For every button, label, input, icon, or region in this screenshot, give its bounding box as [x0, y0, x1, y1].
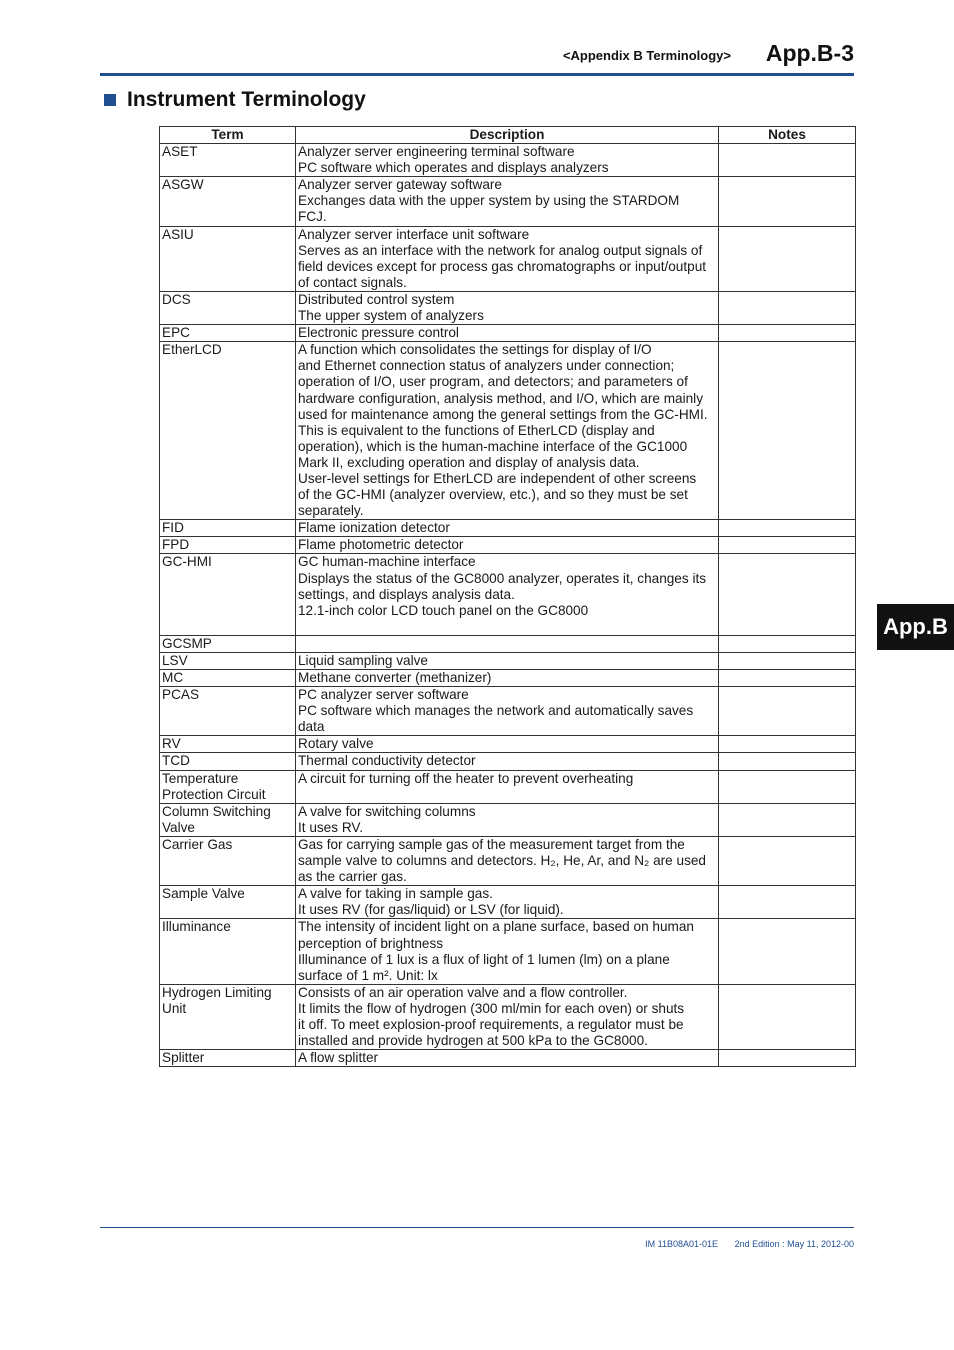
term-text: Splitter	[162, 1050, 205, 1066]
term-text: Protection Circuit	[162, 786, 266, 802]
term-text: Temperature	[162, 770, 239, 786]
description-text: It uses RV.	[298, 819, 363, 835]
term-cell	[160, 919, 296, 984]
description-text: The upper system of analyzers	[298, 308, 484, 324]
term-text: Hydrogen Limiting	[162, 984, 272, 1000]
notes-cell	[719, 984, 856, 1049]
edition-info: 2nd Edition : May 11, 2012-00	[734, 1239, 854, 1249]
section-header: <Appendix B Terminology>	[562, 48, 731, 63]
description-cell	[296, 670, 719, 687]
table-row	[160, 342, 856, 520]
term-cell	[160, 226, 296, 291]
term-cell	[160, 537, 296, 554]
description-text: Liquid sampling valve	[298, 652, 428, 668]
notes-cell	[719, 670, 856, 687]
term-text: ASET	[162, 144, 198, 160]
description-cell	[296, 1050, 719, 1067]
description-text: it off. To meet explosion-proof requirements, a regulator must be	[298, 1016, 684, 1032]
description-text: The intensity of incident light on a plane surface, based on human	[298, 919, 694, 935]
description-text: as the carrier gas.	[298, 869, 407, 885]
description-text: A circuit for turning off the heater to prevent overheating	[298, 770, 634, 786]
description-cell	[296, 520, 719, 537]
description-text: A function which consolidates the settings for display of I/O	[298, 342, 652, 358]
page-title	[104, 88, 366, 112]
header-rule	[100, 73, 854, 76]
term-cell	[160, 554, 296, 635]
term-text: GCSMP	[162, 635, 212, 651]
notes-cell	[719, 635, 856, 652]
description-text: Consists of an air operation valve and a flow controller.	[298, 984, 628, 1000]
description-text: of the GC-HMI (analyzer overview, etc.), and so they must be set	[298, 487, 688, 503]
term-cell	[160, 177, 296, 226]
description-cell	[296, 325, 719, 342]
description-text: A valve for taking in sample gas.	[298, 886, 493, 902]
description-text: data	[298, 719, 325, 735]
term-cell	[160, 670, 296, 687]
description-text: A valve for switching columns	[298, 803, 476, 819]
description-cell	[296, 652, 719, 669]
description-text: GC human-machine interface	[298, 554, 476, 570]
notes-cell	[719, 886, 856, 919]
table-row	[160, 803, 856, 836]
description-cell	[296, 919, 719, 984]
table-row	[160, 635, 856, 652]
appendix-side-tab: App.B	[877, 604, 954, 650]
notes-cell	[719, 537, 856, 554]
description-text: Exchanges data with the upper system by using the STARDOM	[298, 193, 680, 209]
table-row	[160, 291, 856, 324]
description-text: operation), which is the human-machine interface of the GC1000	[298, 438, 688, 454]
term-text: Sample Valve	[162, 886, 245, 902]
term-text: DCS	[162, 291, 191, 307]
term-text: ASIU	[162, 226, 194, 242]
term-cell	[160, 325, 296, 342]
term-cell	[160, 753, 296, 770]
table-row	[160, 736, 856, 753]
notes-cell	[719, 226, 856, 291]
table-row	[160, 144, 856, 177]
description-text: Rotary valve	[298, 736, 374, 752]
description-cell	[296, 144, 719, 177]
terminology-table	[159, 126, 856, 1067]
term-text: Carrier Gas	[162, 836, 233, 852]
description-text: Displays the status of the GC8000 analyzer, operates it, changes its	[298, 570, 707, 586]
description-cell	[296, 342, 719, 520]
term-text: MC	[162, 670, 184, 685]
description-text: Analyzer server engineering terminal software	[298, 144, 575, 160]
table-header-row	[160, 127, 856, 144]
description-cell	[296, 886, 719, 919]
term-cell	[160, 520, 296, 537]
description-text: operation of I/O, user program, and detectors; and parameters of	[298, 374, 688, 390]
table-row	[160, 753, 856, 770]
description-text: It uses RV (for gas/liquid) or LSV (for liquid).	[298, 902, 564, 918]
term-cell	[160, 291, 296, 324]
notes-cell	[719, 687, 856, 736]
term-text: GC-HMI	[162, 554, 212, 570]
table-row	[160, 537, 856, 554]
description-text: Electronic pressure control	[298, 325, 459, 341]
page-number: App.B-3	[765, 40, 854, 66]
description-text: settings, and displays analysis data.	[298, 586, 515, 602]
description-cell	[296, 635, 719, 652]
description-text: User-level settings for EtherLCD are independent of other screens	[298, 470, 697, 486]
notes-cell	[719, 770, 856, 803]
description-text: PC software which manages the network and automatically saves	[298, 703, 694, 719]
description-cell	[296, 687, 719, 736]
term-text: PCAS	[162, 687, 200, 703]
column-header-description: Description	[296, 127, 719, 144]
term-cell	[160, 836, 296, 885]
description-text: Distributed control system	[298, 291, 455, 307]
table-row	[160, 226, 856, 291]
term-text: TCD	[162, 753, 190, 769]
description-cell	[296, 836, 719, 885]
column-header-notes: Notes	[719, 127, 856, 144]
term-text: FID	[162, 520, 184, 536]
term-text: Valve	[162, 819, 195, 835]
term-cell	[160, 1050, 296, 1067]
description-text: FCJ.	[298, 209, 327, 225]
description-text: and Ethernet connection status of analyzers under connection;	[298, 358, 675, 374]
term-text: EtherLCD	[162, 342, 222, 358]
term-text: Illuminance	[162, 919, 231, 935]
description-cell	[296, 537, 719, 554]
description-cell	[296, 291, 719, 324]
description-text: 12.1-inch color LCD touch panel on the GC8000	[298, 602, 589, 618]
description-text: installed and provide hydrogen at 500 kPa to the GC8000.	[298, 1033, 648, 1049]
description-cell	[296, 984, 719, 1049]
term-text: Unit	[162, 1000, 187, 1016]
description-text: Gas for carrying sample gas of the measurement target from the	[298, 836, 685, 852]
table-row	[160, 984, 856, 1049]
description-text: sample valve to columns and detectors. H₂, He, Ar, and N₂ are used	[298, 853, 706, 869]
table-row	[160, 919, 856, 984]
table-row	[160, 886, 856, 919]
table-row	[160, 554, 856, 635]
term-text: Column Switching	[162, 803, 271, 819]
square-bullet-icon	[104, 94, 116, 106]
description-text: perception of brightness	[298, 935, 444, 951]
notes-cell	[719, 291, 856, 324]
description-text: A flow splitter	[298, 1050, 379, 1066]
page-title-text: Instrument Terminology	[127, 88, 366, 111]
description-text: This is equivalent to the functions of EtherLCD (display and	[298, 422, 655, 438]
description-cell	[296, 177, 719, 226]
table-row	[160, 325, 856, 342]
description-text: Thermal conductivity detector	[298, 753, 476, 769]
term-cell	[160, 342, 296, 520]
term-cell	[160, 144, 296, 177]
table-row	[160, 770, 856, 803]
description-text: field devices except for process gas chromatographs or input/output	[298, 258, 707, 274]
description-text: Flame photometric detector	[298, 537, 464, 553]
description-text: It limits the flow of hydrogen (300 ml/min for each oven) or shuts	[298, 1000, 685, 1016]
description-text: hardware configuration, analysis method, and I/O, which are mainly	[298, 390, 703, 406]
description-text: surface of 1 m². Unit: lx	[298, 967, 438, 983]
document-id: IM 11B08A01-01E	[645, 1239, 719, 1249]
description-text: separately.	[298, 503, 364, 519]
term-cell	[160, 770, 296, 803]
term-cell	[160, 886, 296, 919]
description-cell	[296, 226, 719, 291]
description-text: Flame ionization detector	[298, 520, 450, 536]
description-text: PC software which operates and displays analyzers	[298, 160, 609, 176]
notes-cell	[719, 736, 856, 753]
notes-cell	[719, 554, 856, 635]
table-row	[160, 520, 856, 537]
description-text: Analyzer server interface unit software	[298, 226, 530, 242]
table-row	[160, 652, 856, 669]
description-text: of contact signals.	[298, 274, 407, 290]
description-cell	[296, 770, 719, 803]
description-cell	[296, 554, 719, 635]
term-cell	[160, 984, 296, 1049]
notes-cell	[719, 803, 856, 836]
notes-cell	[719, 1050, 856, 1067]
description-text: Mark II, excluding operation and display of analysis data.	[298, 454, 640, 470]
footer	[645, 1239, 854, 1249]
description-cell	[296, 736, 719, 753]
description-text: Analyzer server gateway software	[298, 177, 502, 193]
term-text: FPD	[162, 537, 190, 553]
footer-rule	[100, 1227, 854, 1228]
table-row	[160, 1050, 856, 1067]
term-text: RV	[162, 736, 181, 752]
description-text: Illuminance of 1 lux is a flux of light of 1 lumen (lm) on a plane	[298, 951, 670, 967]
term-cell	[160, 652, 296, 669]
column-header-term: Term	[160, 127, 296, 144]
description-cell	[296, 803, 719, 836]
term-cell	[160, 736, 296, 753]
description-text: Methane converter (methanizer)	[298, 670, 492, 685]
notes-cell	[719, 919, 856, 984]
description-text: Serves as an interface with the network for analog output signals of	[298, 242, 703, 258]
description-cell	[296, 753, 719, 770]
table-body	[160, 144, 856, 1067]
notes-cell	[719, 177, 856, 226]
notes-cell	[719, 144, 856, 177]
term-cell	[160, 803, 296, 836]
notes-cell	[719, 753, 856, 770]
description-text: used for maintenance among the general settings from the GC-HMI.	[298, 406, 708, 422]
notes-cell	[719, 652, 856, 669]
table-row	[160, 670, 856, 687]
notes-cell	[719, 342, 856, 520]
term-cell	[160, 687, 296, 736]
notes-cell	[719, 325, 856, 342]
term-text: LSV	[162, 652, 188, 668]
table-row	[160, 177, 856, 226]
notes-cell	[719, 836, 856, 885]
term-text: ASGW	[162, 177, 204, 193]
notes-cell	[719, 520, 856, 537]
term-cell	[160, 635, 296, 652]
description-text: PC analyzer server software	[298, 687, 469, 703]
table-row	[160, 836, 856, 885]
term-text: EPC	[162, 325, 190, 341]
table-row	[160, 687, 856, 736]
